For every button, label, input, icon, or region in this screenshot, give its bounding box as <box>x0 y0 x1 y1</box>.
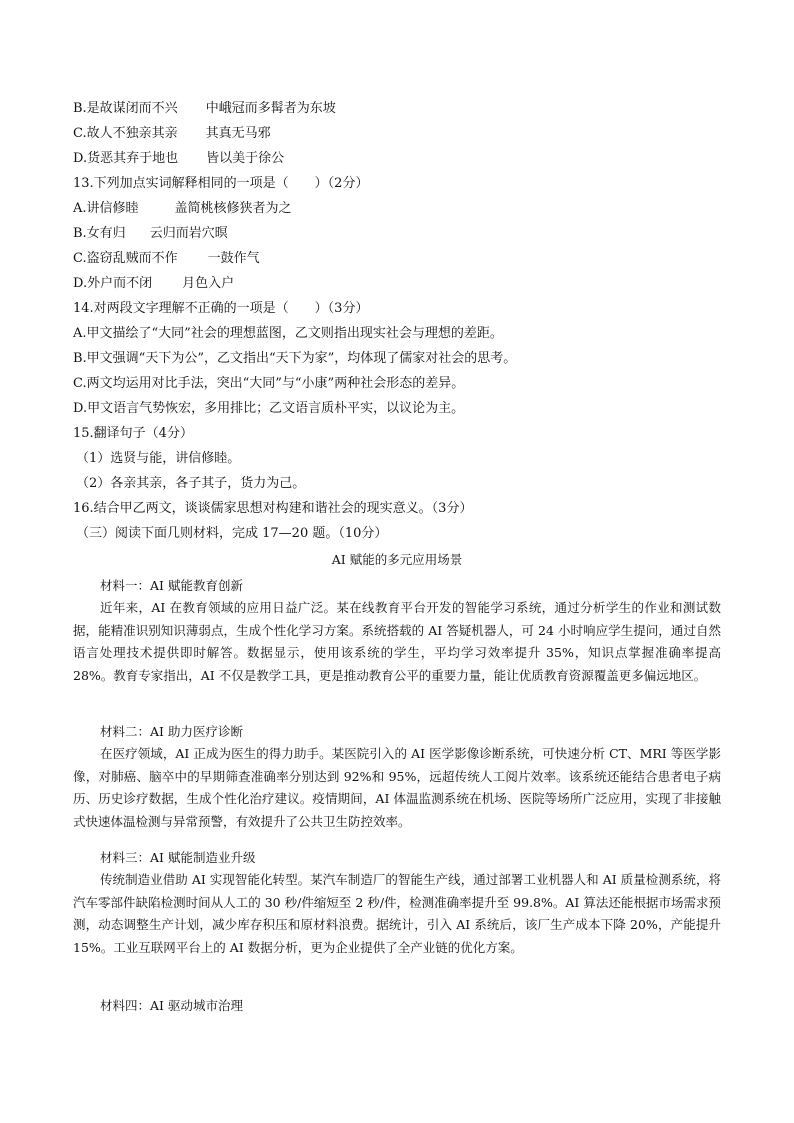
material-paragraph: 近年来，AI 在教育领域的应用日益广泛。某在线教育平台开发的智能学习系统，通过分析学生的作业和测试数据，能精准识别知识薄弱点，生成个性化学习方案。系统搭载的 AI 答疑机器人，可 24 小时响应学生提问，通过自然语言处理技术提供即时解答。数据显示，使用该系统的学生，平均学习效率提升 35%，知识点掌握准确率提高 28%。教育专家指出，AI 不仅是教学工具，更是推动教育公平的重要力量，能让优质教育资源覆盖更多偏远地区。 <box>73 600 721 683</box>
option-line: B.甲文强调“天下为公”，乙文指出“天下为家”，均体现了儒家对社会的思考。 <box>73 351 517 366</box>
option-text: D.货恶其弃于地也 <box>73 151 179 166</box>
option-text: B.女有归 <box>73 226 126 241</box>
option-text: C.故人不独亲其亲 <box>73 126 178 141</box>
option-text: B.是故谋闭而不兴 <box>73 101 178 116</box>
sub-question: （2）各亲其亲，各子其子，货力为己。 <box>76 476 306 491</box>
material-heading: 材料三：AI 赋能制造业升级 <box>100 850 256 865</box>
option-line: C.两文均运用对比手法，突出“大同”与“小康”两种社会形态的差异。 <box>73 376 465 391</box>
option-line <box>73 251 260 267</box>
option-text: 其真无马邪 <box>205 126 271 141</box>
option-line <box>73 126 271 142</box>
option-text: 月色入户 <box>182 276 235 291</box>
option-line: D.甲文语言气势恢宏，多用排比；乙文语言质朴平实，以议论为主。 <box>73 401 465 416</box>
material-heading: 材料四：AI 驱动城市治理 <box>100 998 243 1013</box>
material-heading: 材料一：AI 赋能教育创新 <box>100 578 243 593</box>
question-13: 13.下列加点实词解释相同的一项是（ ）（2分） <box>73 176 369 191</box>
option-line <box>73 151 284 167</box>
option-line <box>73 201 292 217</box>
option-text: D.外户而不闭 <box>73 276 153 291</box>
option-text: C.盗窃乱贼而不作 <box>73 251 178 266</box>
material-paragraph: 传统制造业借助 AI 实现智能化转型。某汽车制造厂的智能生产线，通过部署工业机器人和 AI 质量检测系统，将汽车零部件缺陷检测时间从人工的 30 秒/件缩短至 2 秒/件，检测准确率提升至 99.8%。AI 算法还能根据市场需求预测，动态调整生产计划，减少库存积压和原材料浪费。据统计，引入 AI 系统后，该厂生产成本下降 20%，产能提升 15%。工业互联网平台上的 AI 数据分析，更为企业提供了全产业链的优化方案。 <box>73 872 721 955</box>
option-text: 皆以美于徐公 <box>206 151 285 166</box>
option-text: A.讲信修睦 <box>73 201 139 216</box>
option-text: 一鼓作气 <box>207 251 260 266</box>
question-15: 15.翻译句子（4分） <box>73 426 193 441</box>
material-paragraph: 在医疗领域，AI 正成为医生的得力助手。某医院引入的 AI 医学影像诊断系统，可快速分析 CT、MRI 等医学影像，对肺癌、脑卒中的早期筛查准确率分别达到 92%和 95%，远超传统人工阅片效率。该系统还能结合患者电子病历、历史诊疗数据，生成个性化治疗建议。疫情期间，AI 体温监测系统在机场、医院等场所广泛应用，实现了非接触式快速体温检测与异常预警，有效提升了公共卫生防控效率。 <box>73 746 721 829</box>
option-text: 云归而岩穴暝 <box>149 226 228 241</box>
option-line <box>73 101 336 117</box>
question-16: 16.结合甲乙两文，谈谈儒家思想对构建和谐社会的现实意义。（3分） <box>73 501 473 516</box>
option-line <box>73 226 228 242</box>
option-text: 盖简桃核修狭者为之 <box>174 201 292 216</box>
sub-question: （1）选贤与能，讲信修睦。 <box>76 451 241 466</box>
section-heading: （三）阅读下面几则材料，完成 17—20 题。（10分） <box>76 526 388 541</box>
article-title: AI 赋能的多元应用场景 <box>331 552 463 567</box>
question-14: 14.对两段文字理解不正确的一项是（ ）（3分） <box>73 301 369 316</box>
option-text: 中峨冠而多髯者为东坡 <box>205 101 336 116</box>
material-heading: 材料二：AI 助力医疗诊断 <box>100 724 243 739</box>
option-line <box>73 276 234 292</box>
option-line: A.甲文描绘了“大同”社会的理想蓝图，乙文则指出现实社会与理想的差距。 <box>73 326 503 341</box>
